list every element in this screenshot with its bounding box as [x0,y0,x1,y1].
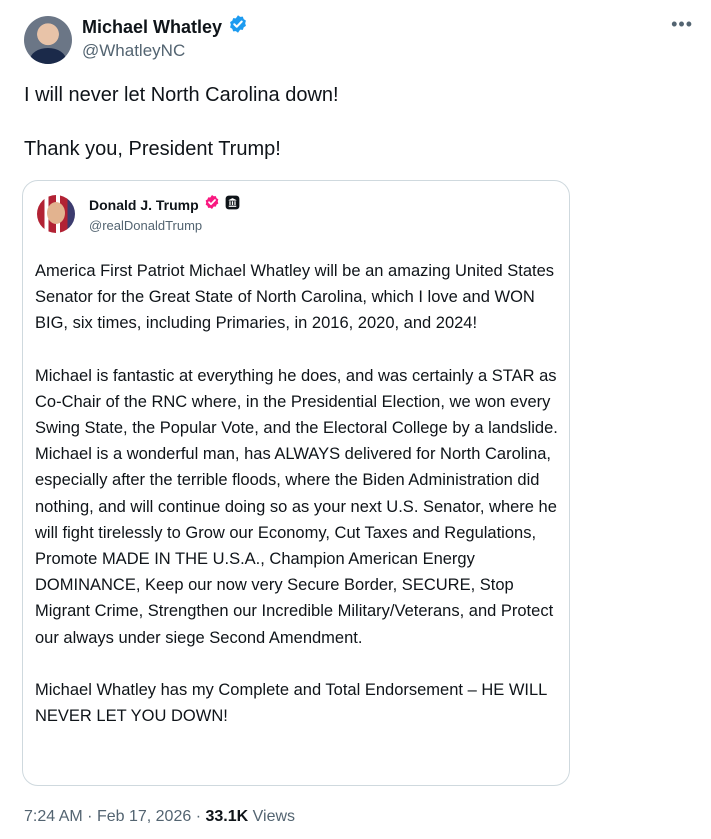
quoted-post-text [35,258,560,729]
quoted-paragraph: Michael is fantastic at everything he does, and was certainly a STAR as Co-Chair of the RNC where, in the Presidential Election, we won every Swing State, the Popular Vote, and the Electoral College by a landslide. Michael is a wonderful man, has ALWAYS delivered for North Carolina, especially after the terrible floods, where the Biden Administration did nothing, and will continue doing so as your next U.S. Senator, where he will fight tirelessly to Grow our Economy, Cut Taxes and Regulations, Promote MADE IN THE U.S.A., Champion American Energy DOMINANCE, Keep our now very Secure Border, SECURE, Stop Migrant Crime, Strengthen our Incredible Military/Veterans, and Protect our always under siege Second Amendment. [35,366,558,647]
tweet-line: Thank you, President Trump! [24,138,281,160]
government-badge-icon [225,195,240,215]
post-time[interactable]: 7:24 AM [24,808,83,825]
quoted-paragraph: Michael Whatley has my Complete and Total Endorsement – HE WILL NEVER LET YOU DOWN! [35,680,547,726]
separator-dot: · [87,808,97,825]
quoted-paragraph: America First Patriot Michael Whatley will be an amazing United States Senator for the Great State of North Carolina, which I love and WON BIG, six times, including Primaries, in 2016, 2020, and 2024! [35,262,555,333]
quoted-author-block[interactable] [89,194,240,235]
verified-badge-icon [228,14,248,39]
author-block[interactable] [82,14,248,63]
author-avatar[interactable] [24,16,72,64]
verified-badge-icon [204,194,220,215]
quoted-author-handle[interactable]: @realDonaldTrump [89,218,203,233]
separator-dot: · [195,808,206,825]
post-metadata [24,808,295,826]
quoted-author-avatar[interactable] [37,195,75,233]
author-name[interactable]: Michael Whatley [82,16,223,37]
views-label: Views [252,808,296,825]
more-options-icon[interactable]: ••• [671,14,693,34]
author-handle[interactable]: @WhatleyNC [82,41,186,60]
tweet-line: I will never let North Carolina down! [24,84,339,106]
post-date[interactable]: Feb 17, 2026 [96,808,192,825]
views-count: 33.1K [205,808,249,825]
quoted-author-name[interactable]: Donald J. Trump [89,196,199,213]
quoted-post[interactable] [22,180,570,786]
tweet-text [24,82,339,162]
